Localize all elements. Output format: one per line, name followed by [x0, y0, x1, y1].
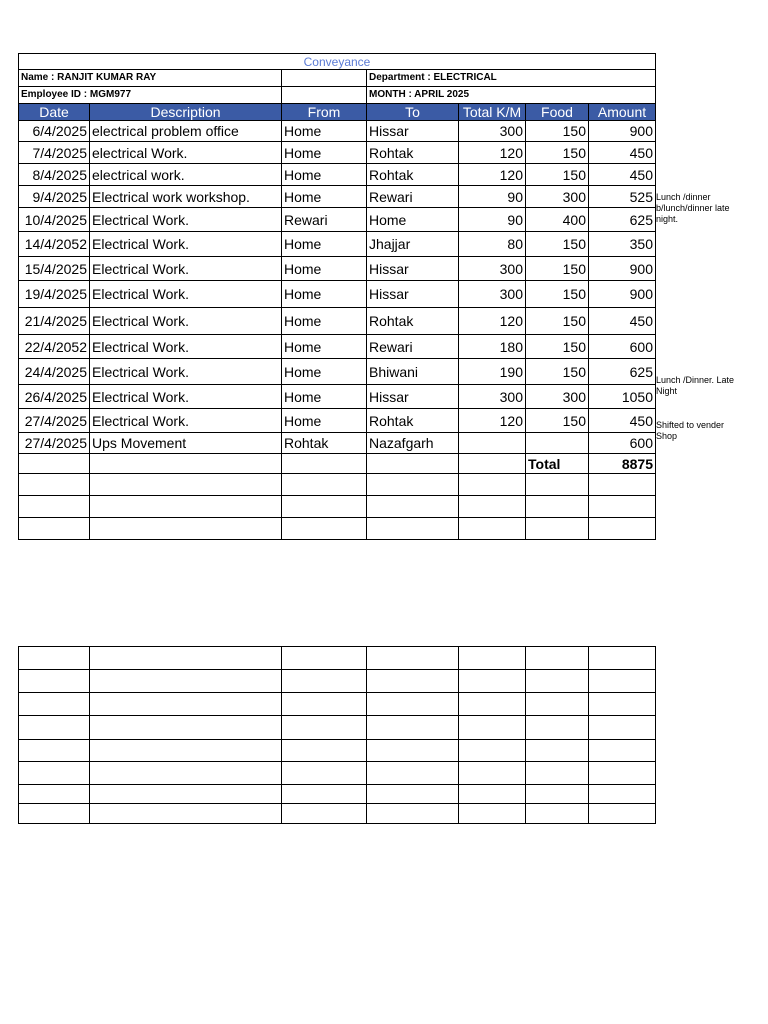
- cell-to: Rohtak: [367, 164, 459, 186]
- empty-cell: [90, 496, 282, 518]
- cell-description: electrical work.: [90, 164, 282, 186]
- cell-date: 9/4/2025: [19, 186, 90, 208]
- cell-from: Home: [282, 142, 367, 164]
- empty-cell: [459, 716, 526, 740]
- expense-row: [19, 385, 656, 409]
- note-line: b/lunch/dinner late: [656, 203, 730, 213]
- note-line: night.: [656, 214, 679, 224]
- cell-food: 150: [526, 335, 589, 359]
- cell-from: Rewari: [282, 208, 367, 232]
- cell-description: Electrical Work.: [90, 359, 282, 385]
- note-line: Night: [656, 386, 678, 396]
- cell-description: Electrical Work.: [90, 257, 282, 281]
- cell-description: Electrical Work.: [90, 308, 282, 335]
- empty-row: [19, 804, 656, 824]
- empty-cell: [19, 716, 90, 740]
- empty-cell: [282, 716, 367, 740]
- empty-cell: [526, 762, 589, 785]
- empty-cell: [282, 474, 367, 496]
- header-date: Date: [19, 104, 90, 121]
- empty-cell: [282, 693, 367, 716]
- cell-to: Home: [367, 208, 459, 232]
- empty-cell: [282, 518, 367, 540]
- empty-cell: [282, 454, 367, 474]
- empty-cell: [589, 518, 656, 540]
- expense-row: [19, 208, 656, 232]
- empty-cell: [19, 518, 90, 540]
- cell-description: electrical Work.: [90, 142, 282, 164]
- conveyance-sheet: [18, 53, 656, 540]
- empty-cell: [526, 740, 589, 762]
- empty-cell: [589, 804, 656, 824]
- cell-date: 21/4/2025: [19, 308, 90, 335]
- info-empty-cell: [282, 87, 367, 104]
- expense-row: [19, 281, 656, 308]
- empty-cell: [589, 670, 656, 693]
- expense-row: [19, 142, 656, 164]
- header-amount: Amount: [589, 104, 656, 121]
- cell-date: 27/4/2025: [19, 409, 90, 433]
- cell-date: 8/4/2025: [19, 164, 90, 186]
- empty-cell: [19, 454, 90, 474]
- empty-cell: [589, 693, 656, 716]
- expense-row: [19, 186, 656, 208]
- expense-row: [19, 121, 656, 142]
- cell-to: Hissar: [367, 257, 459, 281]
- cell-amount: 600: [589, 433, 656, 454]
- cell-to: Hissar: [367, 385, 459, 409]
- empty-cell: [459, 762, 526, 785]
- empty-cell: [459, 670, 526, 693]
- empty-cell: [526, 518, 589, 540]
- empty-cell: [367, 785, 459, 804]
- empty-cell: [589, 496, 656, 518]
- empty-cell: [19, 785, 90, 804]
- empty-row: [19, 716, 656, 740]
- cell-to: Rewari: [367, 186, 459, 208]
- cell-description: Electrical Work.: [90, 335, 282, 359]
- cell-from: Home: [282, 359, 367, 385]
- total-label: Total: [526, 454, 589, 474]
- empty-cell: [90, 716, 282, 740]
- empty-cell: [282, 804, 367, 824]
- note-cell: [656, 420, 748, 442]
- empty-row: [19, 693, 656, 716]
- cell-food: 150: [526, 164, 589, 186]
- note-line: Lunch /dinner: [656, 192, 711, 202]
- total-row: [19, 454, 656, 474]
- cell-date: 27/4/2025: [19, 433, 90, 454]
- cell-from: Home: [282, 257, 367, 281]
- cell-description: Electrical Work.: [90, 409, 282, 433]
- cell-to: Rewari: [367, 335, 459, 359]
- cell-to: Rohtak: [367, 308, 459, 335]
- empty-cell: [526, 670, 589, 693]
- empty-row: [19, 670, 656, 693]
- cell-date: 10/4/2025: [19, 208, 90, 232]
- cell-date: 24/4/2025: [19, 359, 90, 385]
- expense-row: [19, 359, 656, 385]
- cell-km: [459, 433, 526, 454]
- empty-cell: [367, 670, 459, 693]
- cell-km: 120: [459, 142, 526, 164]
- expense-row: [19, 433, 656, 454]
- empty-cell: [90, 804, 282, 824]
- cell-to: Rohtak: [367, 142, 459, 164]
- cell-km: 300: [459, 281, 526, 308]
- empty-cell: [589, 647, 656, 670]
- empty-cell: [367, 518, 459, 540]
- cell-date: 7/4/2025: [19, 142, 90, 164]
- empty-cell: [90, 762, 282, 785]
- employee-name: Name : RANJIT KUMAR RAY: [19, 70, 282, 87]
- empty-cell: [367, 762, 459, 785]
- empty-cell: [367, 454, 459, 474]
- cell-km: 120: [459, 308, 526, 335]
- empty-cell: [19, 804, 90, 824]
- empty-row: [19, 647, 656, 670]
- empty-cell: [90, 474, 282, 496]
- cell-amount: 350: [589, 232, 656, 257]
- info-row-2: [19, 87, 656, 104]
- cell-from: Home: [282, 232, 367, 257]
- cell-km: 80: [459, 232, 526, 257]
- expense-row: [19, 232, 656, 257]
- empty-cell: [459, 474, 526, 496]
- cell-description: Electrical Work.: [90, 385, 282, 409]
- cell-description: Electrical work workshop.: [90, 186, 282, 208]
- empty-cell: [526, 693, 589, 716]
- empty-row: [19, 518, 656, 540]
- empty-cell: [459, 693, 526, 716]
- header-from: From: [282, 104, 367, 121]
- empty-cell: [367, 693, 459, 716]
- cell-date: 22/4/2052: [19, 335, 90, 359]
- month: MONTH : APRIL 2025: [367, 87, 656, 104]
- empty-cell: [282, 785, 367, 804]
- empty-cell: [526, 496, 589, 518]
- info-empty-cell: [282, 70, 367, 87]
- empty-cell: [526, 474, 589, 496]
- cell-to: Bhiwani: [367, 359, 459, 385]
- empty-cell: [90, 647, 282, 670]
- cell-km: 90: [459, 186, 526, 208]
- cell-amount: 525: [589, 186, 656, 208]
- cell-amount: 625: [589, 208, 656, 232]
- department: Department : ELECTRICAL: [367, 70, 656, 87]
- empty-cell: [367, 716, 459, 740]
- cell-description: Electrical Work.: [90, 232, 282, 257]
- empty-cell: [459, 454, 526, 474]
- cell-date: 6/4/2025: [19, 121, 90, 142]
- cell-food: 150: [526, 121, 589, 142]
- empty-cell: [19, 693, 90, 716]
- header-row: [19, 104, 656, 121]
- cell-description: Ups Movement: [90, 433, 282, 454]
- empty-cell: [526, 716, 589, 740]
- cell-food: 150: [526, 257, 589, 281]
- empty-cell: [19, 740, 90, 762]
- cell-from: Home: [282, 335, 367, 359]
- cell-amount: 625: [589, 359, 656, 385]
- cell-amount: 450: [589, 409, 656, 433]
- empty-row: [19, 474, 656, 496]
- cell-food: 150: [526, 409, 589, 433]
- empty-cell: [19, 474, 90, 496]
- note-line: Shop: [656, 431, 678, 441]
- expense-row: [19, 257, 656, 281]
- empty-cell: [589, 474, 656, 496]
- cell-food: 400: [526, 208, 589, 232]
- cell-km: 190: [459, 359, 526, 385]
- empty-cell: [282, 670, 367, 693]
- cell-food: [526, 433, 589, 454]
- cell-food: 300: [526, 186, 589, 208]
- expense-row: [19, 409, 656, 433]
- empty-cell: [526, 804, 589, 824]
- cell-from: Rohtak: [282, 433, 367, 454]
- header-total-km: Total K/M: [459, 104, 526, 121]
- cell-from: Home: [282, 409, 367, 433]
- empty-cell: [589, 740, 656, 762]
- header-description: Description: [90, 104, 282, 121]
- empty-cell: [589, 762, 656, 785]
- expense-row: [19, 164, 656, 186]
- cell-km: 120: [459, 164, 526, 186]
- empty-row: [19, 740, 656, 762]
- cell-km: 300: [459, 257, 526, 281]
- cell-food: 150: [526, 359, 589, 385]
- empty-cell: [282, 647, 367, 670]
- expense-row: [19, 335, 656, 359]
- cell-from: Home: [282, 121, 367, 142]
- cell-amount: 450: [589, 164, 656, 186]
- cell-from: Home: [282, 281, 367, 308]
- empty-cell: [459, 740, 526, 762]
- cell-km: 90: [459, 208, 526, 232]
- note-cell: [656, 203, 748, 225]
- cell-date: 15/4/2025: [19, 257, 90, 281]
- empty-cell: [282, 762, 367, 785]
- cell-food: 150: [526, 232, 589, 257]
- empty-cell: [19, 762, 90, 785]
- header-food: Food: [526, 104, 589, 121]
- empty-cell: [526, 647, 589, 670]
- empty-row: [19, 496, 656, 518]
- empty-cell: [90, 693, 282, 716]
- cell-date: 19/4/2025: [19, 281, 90, 308]
- empty-cell: [459, 496, 526, 518]
- empty-row: [19, 762, 656, 785]
- empty-cell: [459, 785, 526, 804]
- cell-food: 150: [526, 281, 589, 308]
- title-row: [19, 54, 656, 70]
- empty-cell: [90, 454, 282, 474]
- cell-from: Home: [282, 164, 367, 186]
- cell-from: Home: [282, 385, 367, 409]
- cell-amount: 600: [589, 335, 656, 359]
- cell-amount: 900: [589, 257, 656, 281]
- expense-row: [19, 308, 656, 335]
- total-value: 8875: [589, 454, 656, 474]
- empty-cell: [90, 785, 282, 804]
- empty-cell: [90, 740, 282, 762]
- note-line: Lunch /Dinner. Late: [656, 375, 735, 385]
- cell-amount: 450: [589, 142, 656, 164]
- header-to: To: [367, 104, 459, 121]
- empty-cell: [367, 647, 459, 670]
- note-line: Shifted to vender: [656, 420, 725, 430]
- cell-date: 26/4/2025: [19, 385, 90, 409]
- cell-amount: 1050: [589, 385, 656, 409]
- cell-description: electrical problem office: [90, 121, 282, 142]
- empty-cell: [282, 740, 367, 762]
- note-cell: [656, 375, 748, 397]
- cell-amount: 900: [589, 121, 656, 142]
- cell-date: 14/4/2052: [19, 232, 90, 257]
- empty-cell: [367, 804, 459, 824]
- cell-food: 300: [526, 385, 589, 409]
- empty-cell: [90, 518, 282, 540]
- cell-amount: 450: [589, 308, 656, 335]
- empty-cell: [526, 785, 589, 804]
- empty-cell: [459, 518, 526, 540]
- empty-cell: [367, 474, 459, 496]
- cell-km: 300: [459, 385, 526, 409]
- employee-id: Employee ID : MGM977: [19, 87, 282, 104]
- cell-km: 120: [459, 409, 526, 433]
- empty-cell: [282, 496, 367, 518]
- cell-amount: 900: [589, 281, 656, 308]
- cell-from: Home: [282, 308, 367, 335]
- cell-to: Hissar: [367, 281, 459, 308]
- empty-grid: [18, 646, 656, 824]
- empty-cell: [367, 496, 459, 518]
- empty-cell: [90, 670, 282, 693]
- empty-cell: [459, 804, 526, 824]
- cell-to: Jhajjar: [367, 232, 459, 257]
- empty-cell: [589, 785, 656, 804]
- empty-cell: [19, 670, 90, 693]
- cell-food: 150: [526, 308, 589, 335]
- note-cell: [656, 192, 748, 203]
- cell-description: Electrical Work.: [90, 281, 282, 308]
- empty-row: [19, 785, 656, 804]
- cell-km: 300: [459, 121, 526, 142]
- cell-food: 150: [526, 142, 589, 164]
- empty-cell: [19, 647, 90, 670]
- empty-cell: [367, 740, 459, 762]
- cell-to: Hissar: [367, 121, 459, 142]
- empty-cell: [589, 716, 656, 740]
- cell-description: Electrical Work.: [90, 208, 282, 232]
- empty-cell: [19, 496, 90, 518]
- info-row-1: [19, 70, 656, 87]
- cell-km: 180: [459, 335, 526, 359]
- sheet-title: Conveyance: [19, 54, 656, 70]
- cell-from: Home: [282, 186, 367, 208]
- cell-to: Nazafgarh: [367, 433, 459, 454]
- cell-to: Rohtak: [367, 409, 459, 433]
- empty-cell: [459, 647, 526, 670]
